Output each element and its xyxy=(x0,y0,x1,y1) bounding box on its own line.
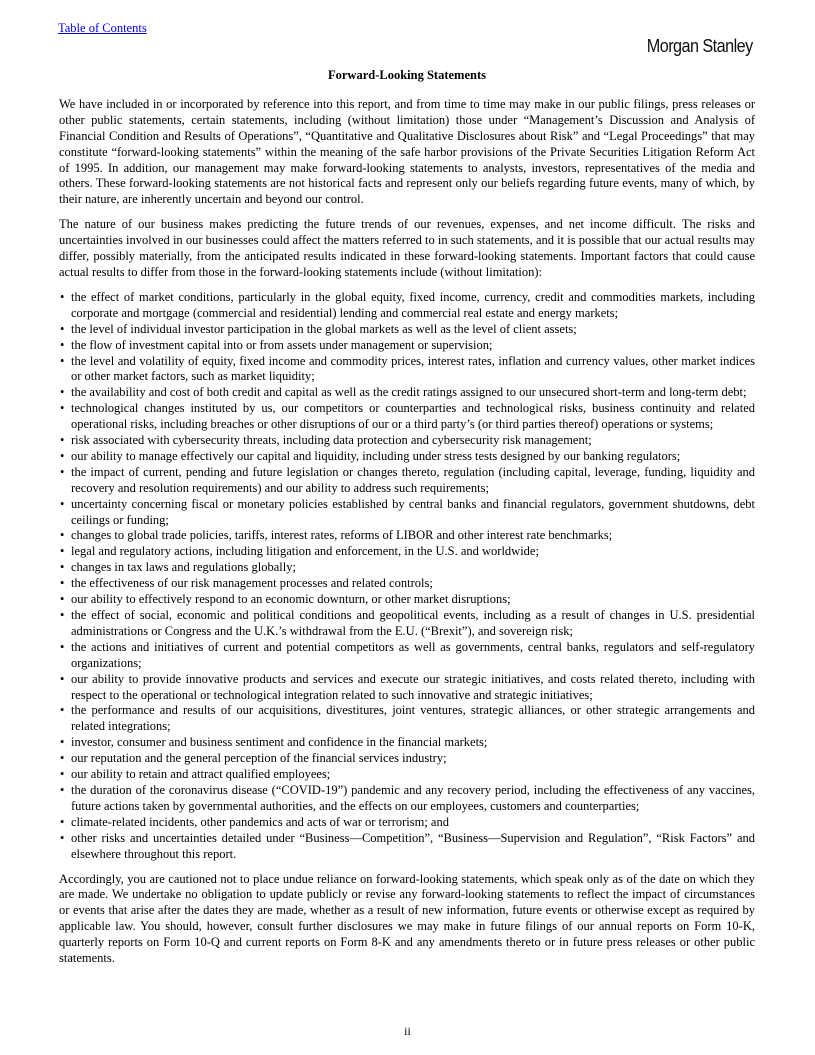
list-item xyxy=(59,338,755,354)
bullet-icon: • xyxy=(60,830,65,845)
intro-paragraph: We have included in or incorporated by reference into this report, and from time to time may make in our public filings, press releases or other public statements, certain statements, including (without limitation) those under “Management’s Discussion and Analysis of Financial Condition and Results of Operations”, “Quantitative and Qualitative Disclosures about Risk” and “Legal Proceedings” that may constitute “forward-looking statements” within the meaning of the safe harbor provisions of the Private Securities Litigation Reform Act of 1995. In addition, our management may make forward-looking statements to analysts, investors, representatives of the media and others. These forward-looking statements are not historical facts and represent only our beliefs regarding future events, many of which, by their nature, are inherently uncertain and beyond our control. xyxy=(59,96,755,207)
bullet-icon: • xyxy=(60,782,65,797)
list-item-text: the effectiveness of our risk management processes and related controls; xyxy=(71,576,433,591)
list-item-text: changes in tax laws and regulations globally; xyxy=(71,560,296,575)
bullet-icon: • xyxy=(60,321,65,336)
list-item-text: the level and volatility of equity, fixed income and commodity prices, interest rates, inflation and currency values, other market indices or other market factors, such as market liquidity; xyxy=(71,353,755,384)
list-item xyxy=(59,449,755,465)
list-item xyxy=(59,465,755,497)
list-item-text: legal and regulatory actions, including litigation and enforcement, in the U.S. and worldwide; xyxy=(71,544,539,559)
list-item-text: our ability to provide innovative products and services and execute our strategic initiatives, and costs related thereto, including with respect to the operational or technological integration related to such innovative and strategic initiatives; xyxy=(71,671,755,702)
bullet-icon: • xyxy=(60,560,65,575)
list-item xyxy=(59,401,755,433)
bullet-icon: • xyxy=(60,401,65,416)
bullet-icon: • xyxy=(60,337,65,352)
section-title: Forward-Looking Statements xyxy=(328,68,486,82)
list-item xyxy=(59,831,755,863)
list-item-text: uncertainty concerning fiscal or monetary policies established by central banks and financial regulators, government shutdowns, debt ceilings or funding; xyxy=(71,496,755,527)
bullet-icon: • xyxy=(60,464,65,479)
bullet-icon: • xyxy=(60,496,65,511)
list-item-text: the effect of market conditions, particularly in the global equity, fixed income, currency, credit and commodities markets, including corporate and mortgage (commercial and residential) lending and commercial real estate and energy markets; xyxy=(71,289,755,320)
nature-paragraph: The nature of our business makes predicting the future trends of our revenues, expenses, and net income difficult. The risks and uncertainties involved in our businesses could affect the matters referred to in such statements, and it is possible that our actual results may differ, possibly materially, from the anticipated results indicated in these forward-looking statements. Important factors that could cause actual results to differ from those in the forward-looking statements include (without limitation): xyxy=(59,217,755,279)
bullet-icon: • xyxy=(60,751,65,766)
bullet-icon: • xyxy=(60,528,65,543)
table-of-contents-link[interactable]: Table of Contents xyxy=(58,21,147,35)
page-number: ii xyxy=(404,1024,411,1038)
list-item xyxy=(59,592,755,608)
list-item-text: investor, consumer and business sentiment and confidence in the financial markets; xyxy=(71,735,488,750)
bullet-icon: • xyxy=(60,608,65,622)
list-item xyxy=(59,497,755,529)
bullet-icon: • xyxy=(60,767,65,782)
list-item-text: technological changes instituted by us, our competitors or counterparties and technological risks, business continuity and related operational risks, including breaches or other disruptions of our or a third party’s (or third parties thereof) operations or systems; xyxy=(71,401,755,432)
list-item xyxy=(59,608,755,640)
list-item-text: other risks and uncertainties detailed under “Business—Competition”, “Business—Supervision and Regulation”, “Risk Factors” and elsewhere throughout this report. xyxy=(71,830,755,861)
list-item xyxy=(59,354,755,386)
list-item-text: the impact of current, pending and future legislation or changes thereto, regulation (including capital, leverage, funding, liquidity and recovery and resolution requirements) and our ability to address such requirements; xyxy=(71,464,755,495)
list-item xyxy=(59,560,755,576)
list-item xyxy=(59,672,755,704)
list-item xyxy=(59,576,755,592)
bullet-icon: • xyxy=(60,735,65,750)
list-item-text: the level of individual investor participation in the global markets as well as the level of client assets; xyxy=(71,321,577,336)
list-item xyxy=(59,815,755,831)
list-item-text: the actions and initiatives of current and potential competitors as well as governments, central banks, regulators and self-regulatory organizations; xyxy=(71,639,755,670)
bullet-icon: • xyxy=(60,592,65,607)
bullet-icon: • xyxy=(60,576,65,591)
list-item xyxy=(59,767,755,783)
morgan-stanley-logo: Morgan Stanley xyxy=(647,36,753,56)
list-item-text: our ability to manage effectively our capital and liquidity, including under stress tests designed by our banking regulators; xyxy=(71,448,681,463)
bullet-icon: • xyxy=(60,385,65,400)
bullet-icon: • xyxy=(60,448,65,463)
document-body xyxy=(59,68,755,976)
list-item xyxy=(59,544,755,560)
list-item xyxy=(59,783,755,815)
bullet-icon: • xyxy=(60,639,65,654)
bullet-icon: • xyxy=(60,703,65,718)
closing-paragraph: Accordingly, you are cautioned not to place undue reliance on forward-looking statements, which speak only as of the date on which they are made. We undertake no obligation to update publicly or revise any forward-looking statements to reflect the impact of circumstances or events that arise after the dates they are made, whether as a result of new information, future events or otherwise except as required by applicable law. You should, however, consult further disclosures we may make in future filings of our annual reports on Form 10-K, quarterly reports on Form 10-Q and current reports on Form 8-K and any amendments thereto or in future press releases or other public statements. xyxy=(59,871,755,966)
list-item-text: the availability and cost of both credit and capital as well as the credit ratings assigned to our unsecured short-term and long-term debt; xyxy=(71,385,747,400)
list-item-text: the flow of investment capital into or from assets under management or supervision; xyxy=(71,337,493,352)
list-item-text: our ability to effectively respond to an economic downturn, or other market disruptions; xyxy=(71,592,511,607)
list-item-text: the duration of the coronavirus disease (“COVID-19”) pandemic and any recovery period, including the effectiveness of any vaccines, future actions taken by governmental authorities, and the effects on our employees, customers and counterparties; xyxy=(71,782,755,813)
list-item xyxy=(59,703,755,735)
list-item xyxy=(59,751,755,767)
risk-factors-list xyxy=(59,290,755,863)
list-item-text: the effect of social, economic and political conditions and geopolitical events, including as a result of changes in U.S. presidential administrations or Congress and the U.K.’s withdrawal from the E.U. (“Brexit”), and sovereign risk; xyxy=(71,608,755,638)
bullet-icon: • xyxy=(60,671,65,686)
bullet-icon: • xyxy=(60,433,65,448)
list-item xyxy=(59,290,755,322)
list-item-text: our ability to retain and attract qualified employees; xyxy=(71,767,331,782)
list-item-text: our reputation and the general perception of the financial services industry; xyxy=(71,751,447,766)
list-item xyxy=(59,385,755,401)
list-item xyxy=(59,735,755,751)
list-item xyxy=(59,433,755,449)
list-item-text: the performance and results of our acquisitions, divestitures, joint ventures, strategic alliances, or other strategic arrangements and related integrations; xyxy=(71,703,755,734)
bullet-icon: • xyxy=(60,353,65,368)
bullet-icon: • xyxy=(60,544,65,559)
list-item-text: risk associated with cybersecurity threats, including data protection and cybersecurity risk management; xyxy=(71,433,592,448)
list-item xyxy=(59,528,755,544)
list-item-text: climate-related incidents, other pandemics and acts of war or terrorism; and xyxy=(71,814,449,829)
bullet-icon: • xyxy=(60,814,65,829)
list-item xyxy=(59,322,755,338)
list-item xyxy=(59,640,755,672)
bullet-icon: • xyxy=(60,289,65,304)
list-item-text: changes to global trade policies, tariffs, interest rates, reforms of LIBOR and other interest rate benchmarks; xyxy=(71,528,613,543)
